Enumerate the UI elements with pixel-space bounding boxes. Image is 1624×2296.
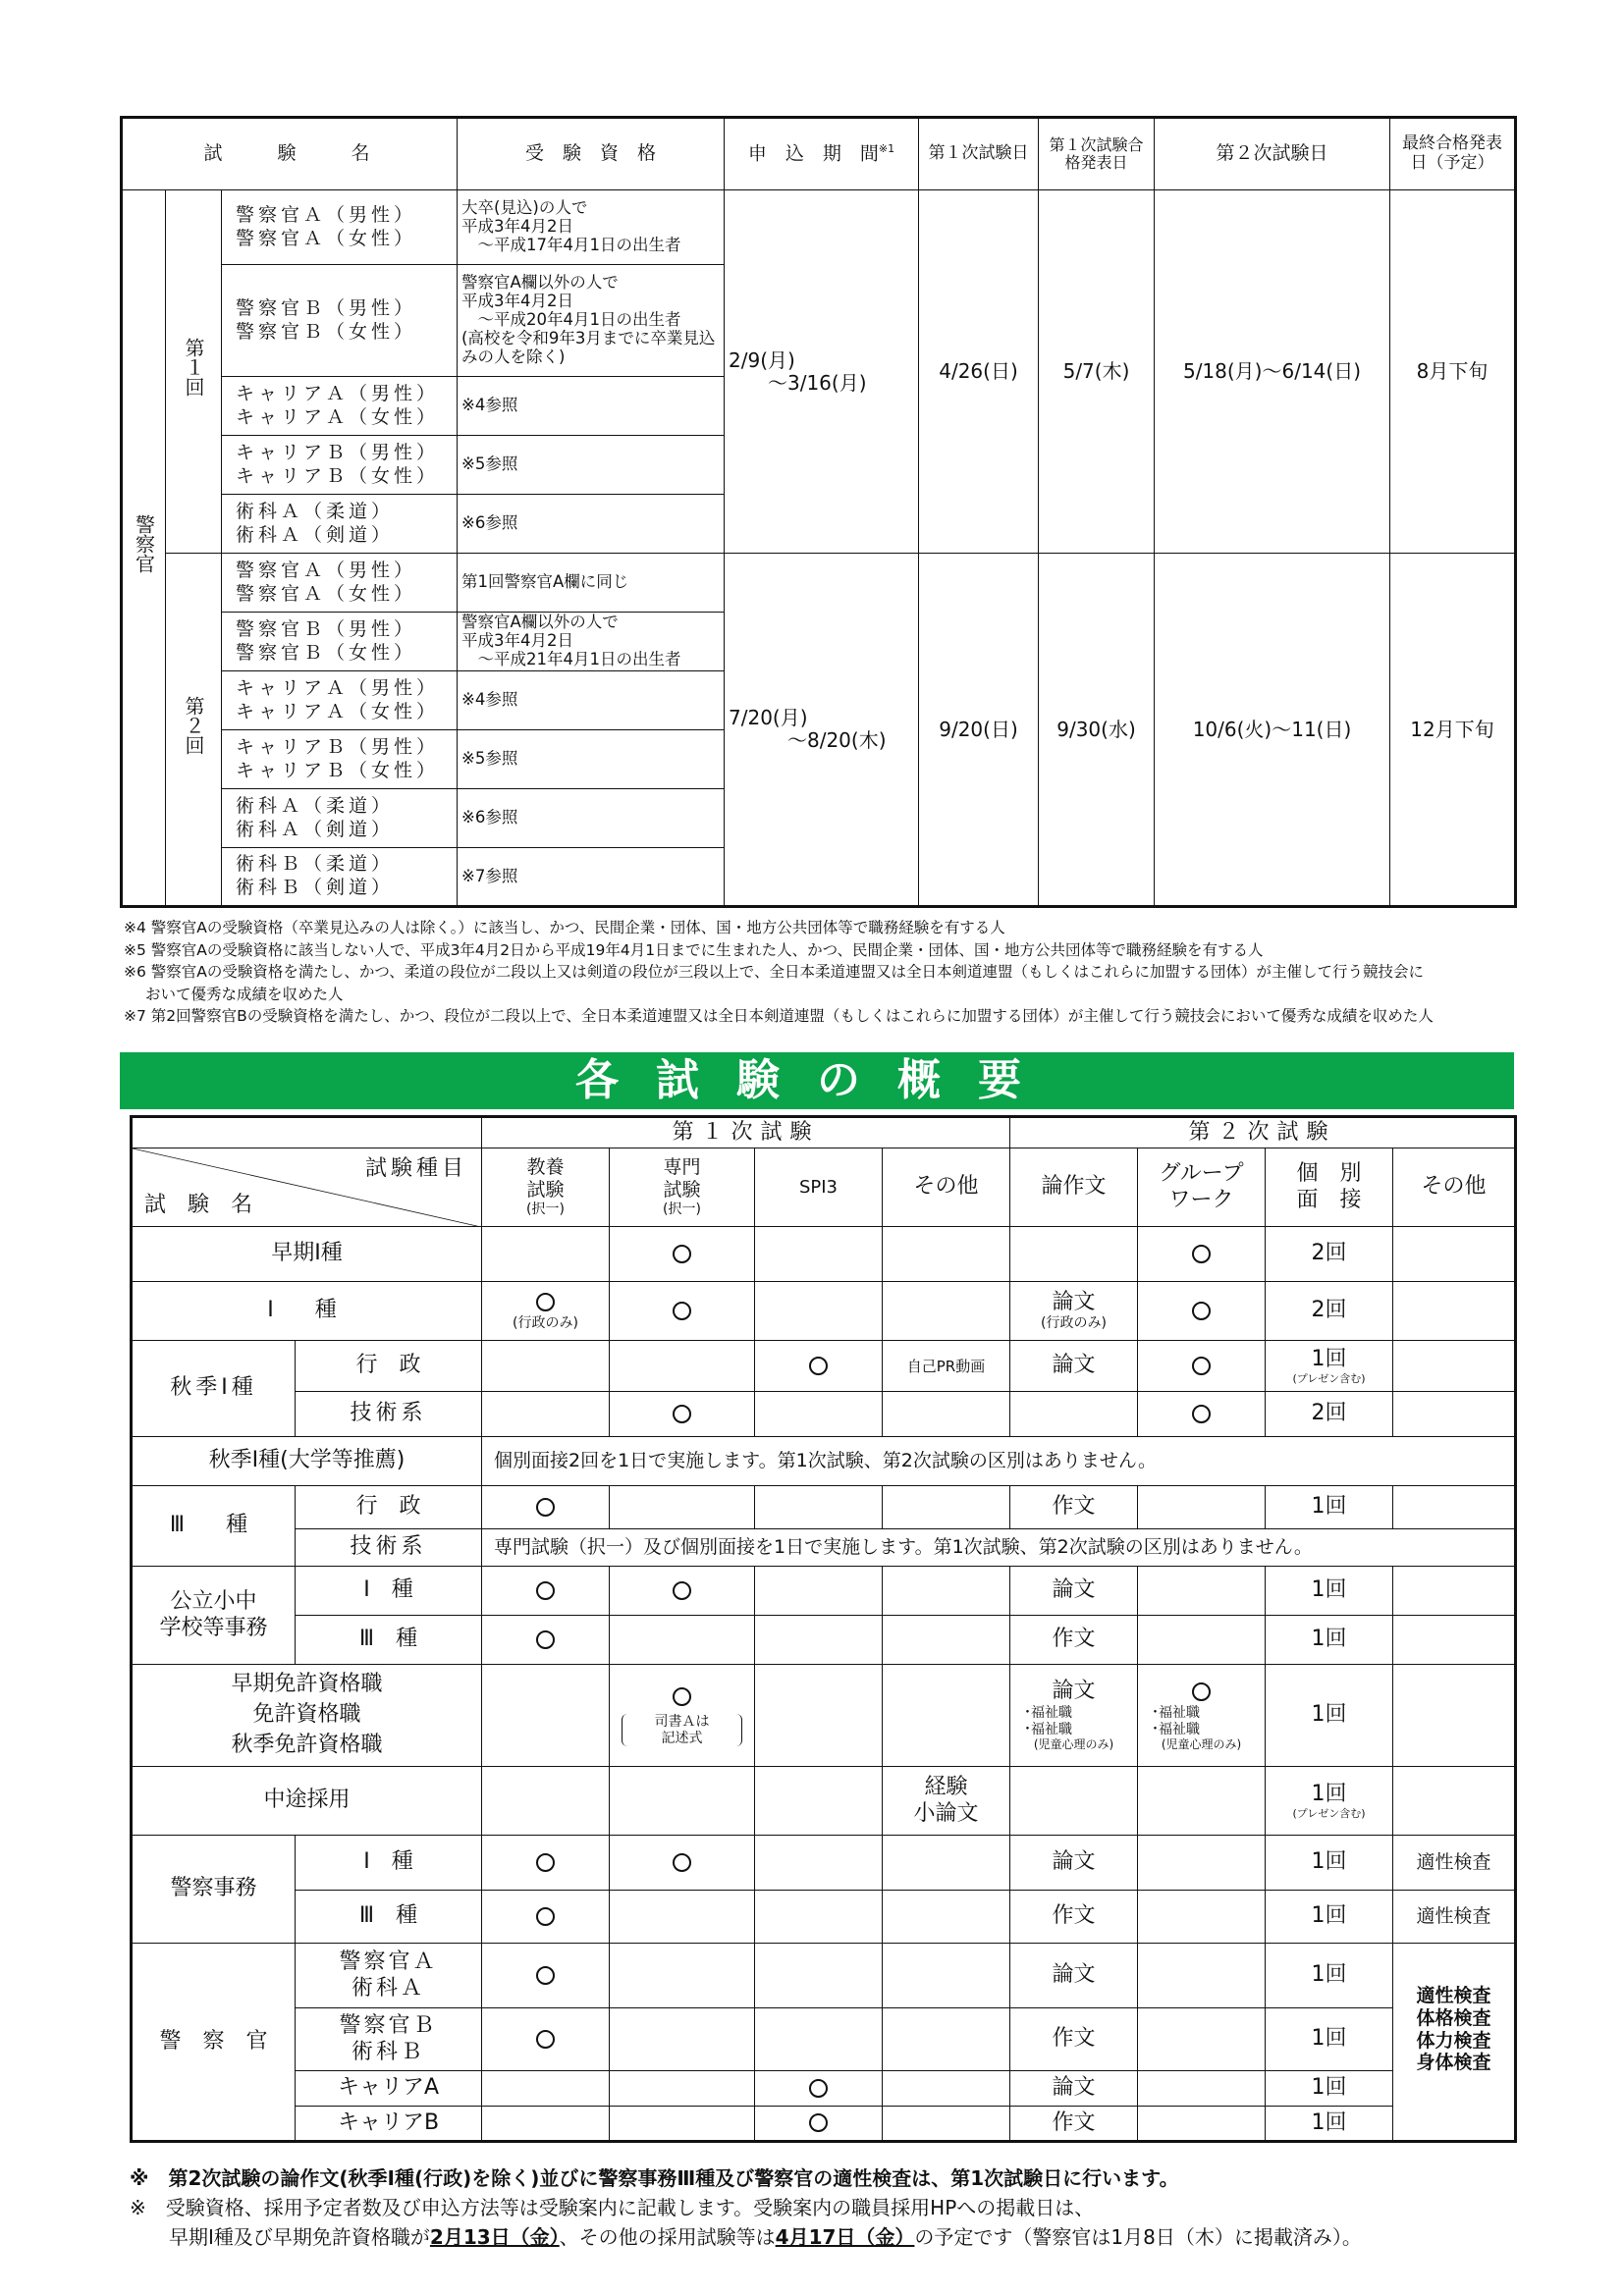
- col-spi3: SPI3: [755, 1148, 883, 1227]
- cell: 1回: [1266, 1486, 1393, 1529]
- row-menkyo: 早期免許資格職 免許資格職 秋季免許資格職: [132, 1665, 482, 1767]
- cell: [482, 1944, 610, 2008]
- r2-exam2: 10/6(火)～11(日): [1155, 554, 1390, 907]
- r2-name-0: 警察官Ａ（男性） 警察官Ａ（女性）: [222, 554, 458, 613]
- note-4: ※4 警察官Aの受験資格（卒業見込みの人は除く。）に該当し、かつ、民間企業・団体、国・地方公共団体等で職務経験を有する人: [124, 919, 1005, 936]
- cell: [1138, 1944, 1266, 2008]
- cell: [1010, 1282, 1138, 1341]
- group-label-text: 警察官: [132, 513, 156, 573]
- circle-mark: [673, 1245, 691, 1263]
- schedule-table: [120, 116, 1517, 908]
- cell: [755, 1767, 883, 1836]
- cell: [482, 1227, 610, 1282]
- cell: [1138, 1767, 1266, 1836]
- r1-name-2: キャリアＡ（男性） キャリアＡ（女性）: [222, 377, 458, 436]
- header-pass1: 第１次試験合格発表日: [1039, 118, 1155, 190]
- header-final: 最終合格発表日（予定）: [1390, 118, 1516, 190]
- r2-qual-4: ※6参照: [458, 789, 725, 848]
- r1-name-4: 術科Ａ（柔道） 術科Ａ（剣道）: [222, 495, 458, 554]
- cell: [482, 1392, 610, 1437]
- group-label: [122, 190, 166, 907]
- cell: [610, 2008, 755, 2071]
- overview-table: [130, 1115, 1517, 2143]
- col-interview: 個 別 面 接: [1266, 1148, 1393, 1227]
- cell: 作文: [1010, 2107, 1138, 2142]
- cell: [1010, 1665, 1138, 1767]
- r2-qual-5: ※7参照: [458, 848, 725, 907]
- cell: [883, 1392, 1010, 1437]
- notes: [124, 917, 1557, 1028]
- cell: [1138, 1282, 1266, 1341]
- circle-mark: [1192, 1245, 1211, 1263]
- row-akiki-gyosei: 行 政: [296, 1341, 482, 1392]
- cell: [610, 2071, 755, 2107]
- cell: [610, 1891, 755, 1944]
- r2-name-4: 術科Ａ（柔道） 術科Ａ（剣道）: [222, 789, 458, 848]
- r1-exam2: 5/18(月)～6/14(日): [1155, 190, 1390, 554]
- cell-text: 1回: [1311, 1346, 1347, 1371]
- r1-name-3: キャリアＢ（男性） キャリアＢ（女性）: [222, 436, 458, 495]
- header-period-note: ※1: [878, 141, 895, 155]
- footer-date1: 2月13日（金）: [429, 2225, 560, 2249]
- cell-sub: (プレゼン含む): [1292, 1807, 1366, 1821]
- cell: 2回: [1266, 1392, 1393, 1437]
- col-senmon: [610, 1148, 755, 1227]
- cell: 2回: [1266, 1227, 1393, 1282]
- cell: [482, 1282, 610, 1341]
- circle-mark: [673, 1405, 691, 1423]
- cell: [1393, 1616, 1516, 1665]
- circle-mark: [809, 2079, 828, 2098]
- cell: [883, 1282, 1010, 1341]
- col-senmon-sub: (択一): [663, 1201, 701, 1217]
- circle-mark: [536, 1581, 555, 1600]
- cell-sub: (行政のみ): [1041, 1315, 1107, 1332]
- row-iii-gyosei: 行 政: [296, 1486, 482, 1529]
- row-cA: キャリアA: [296, 2071, 482, 2107]
- r1-qual-2: ※4参照: [458, 377, 725, 436]
- footer-line3: [130, 2222, 1583, 2252]
- circle-mark: [673, 1853, 691, 1872]
- circle-mark: [536, 1293, 555, 1311]
- footer-line1: ※ 第2次試験の論作文(秋季Ⅰ種(行政)を除く)並びに警察事務Ⅲ種及び警察官の適性検査は、第1次試験日に行います。: [130, 2166, 1179, 2190]
- footer-line3c: の予定です（警察官は1月8日（木）に掲載済み）。: [914, 2225, 1362, 2249]
- r2-name-5: 術科Ｂ（柔道） 術科Ｂ（剣道）: [222, 848, 458, 907]
- row-keisatsukan: 警 察 官: [132, 1944, 296, 2142]
- circle-mark: [536, 1966, 555, 1985]
- circle-mark: [673, 1302, 691, 1320]
- cell: [755, 1616, 883, 1665]
- cell: [1138, 2071, 1266, 2107]
- cell: [1010, 1227, 1138, 1282]
- cell: [755, 1486, 883, 1529]
- cell: [1138, 2008, 1266, 2071]
- round2-label: [166, 554, 222, 907]
- cell: 1回: [1266, 2107, 1393, 2142]
- circle-mark: [809, 1357, 828, 1375]
- cell: [755, 2008, 883, 2071]
- circle-mark: [673, 1581, 691, 1600]
- cell: 1回: [1266, 1944, 1393, 2008]
- cell: [755, 1392, 883, 1437]
- cell: [610, 1567, 755, 1616]
- row-iii-gijutsu: 技術系: [296, 1529, 482, 1567]
- section-title: 各試験の概要: [120, 1052, 1514, 1109]
- circle-mark: [1192, 1682, 1211, 1701]
- phase1-header: 第１次試験: [482, 1117, 1010, 1148]
- fukushi-note: ･福祉職 ･福祉職: [1152, 1704, 1201, 1737]
- cell: [610, 1944, 755, 2008]
- cell: 1回: [1266, 1665, 1393, 1767]
- cell: [610, 1227, 755, 1282]
- cell: [1393, 1486, 1516, 1529]
- cell: [1393, 1767, 1516, 1836]
- shisho-note: 司書Ａは 記述式: [622, 1714, 742, 1747]
- cell: [1138, 1341, 1266, 1392]
- cell: 論文: [1010, 2071, 1138, 2107]
- cell: [482, 2107, 610, 2142]
- blank-corner: [132, 1117, 482, 1148]
- cell-sub: (児童心理のみ): [1161, 1737, 1242, 1752]
- footer-line2: ※ 受験資格、採用予定者数及び申込方法等は受験案内に記載します。受験案内の職員採用HPへの掲載日は、: [130, 2196, 1095, 2219]
- footer-line3b: 、その他の採用試験等は: [559, 2225, 776, 2249]
- col-kyoyo-label: 教養 試験: [526, 1156, 565, 1201]
- round2-label-text: 第２回: [182, 695, 205, 755]
- col-kyoyo: [482, 1148, 610, 1227]
- row-soki1: 早期Ⅰ種: [132, 1227, 482, 1282]
- cell: 1回: [1266, 1567, 1393, 1616]
- col-other1: その他: [883, 1148, 1010, 1227]
- circle-mark: [536, 1630, 555, 1649]
- cell: 1回: [1266, 2071, 1393, 2107]
- cell: [1393, 1341, 1516, 1392]
- cell: [610, 1341, 755, 1392]
- r2-final: 12月下旬: [1390, 554, 1516, 907]
- cell: [755, 2071, 883, 2107]
- cell: [883, 1836, 1010, 1891]
- note-7: ※7 第2回警察官Bの受験資格を満たし、かつ、段位が二段以上で、全日本柔道連盟又は全日本剣道連盟（もしくはこれらに加盟する団体）が主催して行う競技会において優秀な成績を収めた人: [124, 1007, 1434, 1025]
- col-group-work: グループ ワーク: [1138, 1148, 1266, 1227]
- header-exam2: 第２次試験日: [1155, 118, 1390, 190]
- col-other2: その他: [1393, 1148, 1516, 1227]
- cell-text: 論文: [1052, 1679, 1096, 1704]
- r1-exam1: 4/26(日): [919, 190, 1039, 554]
- cell: 1回: [1266, 1891, 1393, 1944]
- footer-line3a: 早期Ⅰ種及び早期免許資格職が: [169, 2225, 430, 2249]
- row-suisen: 秋季Ⅰ種(大学等推薦): [132, 1437, 482, 1486]
- r1-name-0: 警察官Ａ（男性） 警察官Ａ（女性）: [222, 190, 458, 265]
- gijutsu-note: 専門試験（択一）及び個別面接を1日で実施します。第1次試験、第2次試験の区別はありません。: [482, 1529, 1516, 1567]
- cell: 論文: [1010, 1836, 1138, 1891]
- row-koritsu-iii: Ⅲ 種: [296, 1616, 482, 1665]
- suisen-note: 個別面接2回を1日で実施します。第1次試験、第2次試験の区別はありません。: [482, 1437, 1516, 1486]
- cell: [755, 1227, 883, 1282]
- header-qualification: 受 験 資 格: [458, 118, 725, 190]
- cell: [755, 1282, 883, 1341]
- cell: 経験 小論文: [883, 1767, 1010, 1836]
- circle-mark: [536, 1853, 555, 1872]
- k-tests: 適性検査 体格検査 体力検査 身体検査: [1393, 1944, 1516, 2142]
- cell: [755, 2107, 883, 2142]
- cell: [1138, 1616, 1266, 1665]
- cell: [755, 1567, 883, 1616]
- cell: [1138, 2107, 1266, 2142]
- row-keisatsu-jimu: 警察事務: [132, 1836, 296, 1944]
- cell: [1138, 1486, 1266, 1529]
- circle-mark: [536, 2030, 555, 2049]
- cell: [883, 1665, 1010, 1767]
- row-kA: 警察官Ａ 術科Ａ: [296, 1944, 482, 2008]
- cell: [610, 1665, 755, 1767]
- row-koritsu-i: Ⅰ 種: [296, 1567, 482, 1616]
- cell: [755, 1891, 883, 1944]
- cell: [1393, 1665, 1516, 1767]
- cell: [1266, 1341, 1393, 1392]
- cell: [883, 1891, 1010, 1944]
- cell: [610, 1616, 755, 1665]
- cell: [1138, 1836, 1266, 1891]
- r2-qual-2: ※4参照: [458, 671, 725, 730]
- cell: 1回: [1266, 1616, 1393, 1665]
- note-6-cont: おいて優秀な成績を収めた人: [145, 985, 344, 1003]
- cell-text: 論文: [1052, 1289, 1096, 1314]
- cell: [1266, 1767, 1393, 1836]
- phase2-header: 第２次試験: [1010, 1117, 1516, 1148]
- r2-qual-0: 第1回警察官A欄に同じ: [458, 554, 725, 613]
- r2-qual-1: 警察官A欄以外の人で 平成3年4月2日 ～平成21年4月1日の出生者: [458, 613, 725, 671]
- r1-qual-3: ※5参照: [458, 436, 725, 495]
- corner-bottom: 試 験 名: [144, 1192, 253, 1217]
- cell: [482, 1665, 610, 1767]
- fukushi-note: ･福祉職 ･福祉職: [1024, 1704, 1073, 1737]
- row-kB: 警察官Ｂ 術科Ｂ: [296, 2008, 482, 2071]
- r1-pass1: 5/7(木): [1039, 190, 1155, 554]
- row-akiki: 秋季Ⅰ種: [132, 1341, 296, 1437]
- cell: [755, 1836, 883, 1891]
- cell: [883, 2107, 1010, 2142]
- cell: 論文: [1010, 1567, 1138, 1616]
- cell: [482, 1891, 610, 1944]
- cell: [1393, 1282, 1516, 1341]
- row-i1: Ⅰ 種: [132, 1282, 482, 1341]
- corner-top: 試験種目: [364, 1156, 467, 1181]
- r1-final: 8月下旬: [1390, 190, 1516, 554]
- circle-mark: [536, 1498, 555, 1517]
- cell: [755, 1944, 883, 2008]
- round1-label-text: 第１回: [182, 338, 205, 397]
- cell: [883, 2008, 1010, 2071]
- circle-mark: [1192, 1357, 1211, 1375]
- circle-mark: [809, 2113, 828, 2132]
- r1-qual-4: ※6参照: [458, 495, 725, 554]
- circle-mark: [1192, 1405, 1211, 1423]
- cell: [755, 1341, 883, 1392]
- cell: [1138, 1392, 1266, 1437]
- cell: 1回: [1266, 1836, 1393, 1891]
- r2-pass1: 9/30(水): [1039, 554, 1155, 907]
- cell: [610, 1282, 755, 1341]
- header-exam1: 第１次試験日: [919, 118, 1039, 190]
- circle-mark: [536, 1907, 555, 1926]
- header-period-label: 申 込 期 間: [747, 142, 879, 165]
- col-ronsakubun: 論作文: [1010, 1148, 1138, 1227]
- cell: 論文: [1010, 1944, 1138, 2008]
- cell: 作文: [1010, 1616, 1138, 1665]
- col-senmon-label: 専門 試験: [663, 1156, 701, 1201]
- cell: [883, 1227, 1010, 1282]
- cell: [883, 1616, 1010, 1665]
- cell: [482, 1767, 610, 1836]
- circle-mark: [673, 1687, 691, 1706]
- cell: [482, 2071, 610, 2107]
- cell: 作文: [1010, 1891, 1138, 1944]
- cell: [482, 1836, 610, 1891]
- cell: [482, 1341, 610, 1392]
- r2-qual-3: ※5参照: [458, 730, 725, 789]
- cell: [482, 1616, 610, 1665]
- cell: [1010, 1392, 1138, 1437]
- cell: [610, 1836, 755, 1891]
- cell: [755, 1665, 883, 1767]
- footer: [130, 2163, 1583, 2252]
- r2-period: 7/20(月) ～8/20(木): [725, 554, 919, 907]
- cell: 論文: [1010, 1341, 1138, 1392]
- cell: 自己PR動画: [883, 1341, 1010, 1392]
- cell: [482, 1486, 610, 1529]
- cell: [610, 2107, 755, 2142]
- cell: [1393, 1227, 1516, 1282]
- r2-name-2: キャリアＡ（男性） キャリアＡ（女性）: [222, 671, 458, 730]
- note-5: ※5 警察官Aの受験資格に該当しない人で、平成3年4月2日から平成19年4月1日までに生まれた人、かつ、民間企業・団体、国・地方公共団体等で職務経験を有する人: [124, 940, 1264, 959]
- cell: [1138, 1227, 1266, 1282]
- cell: [1010, 1767, 1138, 1836]
- row-akiki-gijutsu: 技術系: [296, 1392, 482, 1437]
- cell: 2回: [1266, 1282, 1393, 1341]
- cell: 1回: [1266, 2008, 1393, 2071]
- cell-text: 1回: [1311, 1781, 1347, 1806]
- row-iii: Ⅲ 種: [132, 1486, 296, 1567]
- cell: [883, 1486, 1010, 1529]
- r1-qual-1: 警察官A欄以外の人で 平成3年4月2日 ～平成20年4月1日の出生者 (高校を令和9年3月までに卒業見込みの人を除く): [458, 265, 725, 377]
- corner-cell: [132, 1148, 482, 1227]
- cell: [610, 1767, 755, 1836]
- cell-sub: (プレゼン含む): [1292, 1372, 1366, 1386]
- cell: 作文: [1010, 1486, 1138, 1529]
- cell: [883, 2071, 1010, 2107]
- note-6: ※6 警察官Aの受験資格を満たし、かつ、柔道の段位が二段以上又は剣道の段位が三段以上で、全日本柔道連盟又は全日本剣道連盟（もしくはこれらに加盟する団体）が主催して行う競技会に: [124, 963, 1424, 981]
- cell: [1393, 1567, 1516, 1616]
- round1-label: [166, 190, 222, 554]
- cell: [1138, 1665, 1266, 1767]
- r2-name-1: 警察官Ｂ（男性） 警察官Ｂ（女性）: [222, 613, 458, 671]
- cell: [482, 2008, 610, 2071]
- cell: 作文: [1010, 2008, 1138, 2071]
- r1-period: 2/9(月) ～3/16(月): [725, 190, 919, 554]
- row-cB: キャリアB: [296, 2107, 482, 2142]
- row-kj-iii: Ⅲ 種: [296, 1891, 482, 1944]
- circle-mark: [1192, 1302, 1211, 1320]
- r1-qual-0: 大卒(見込)の人で 平成3年4月2日 ～平成17年4月1日の出生者: [458, 190, 725, 265]
- r2-name-3: キャリアＢ（男性） キャリアＢ（女性）: [222, 730, 458, 789]
- header-exam-name: 試 験 名: [122, 118, 458, 190]
- cell-sub: (行政のみ): [513, 1315, 578, 1332]
- cell: [1393, 1392, 1516, 1437]
- cell: [1138, 1567, 1266, 1616]
- row-chuto: 中途採用: [132, 1767, 482, 1836]
- r1-name-1: 警察官Ｂ（男性） 警察官Ｂ（女性）: [222, 265, 458, 377]
- footer-date2: 4月17日（金）: [775, 2225, 915, 2249]
- cell: 適性検査: [1393, 1891, 1516, 1944]
- cell: [610, 1392, 755, 1437]
- cell: [610, 1486, 755, 1529]
- r2-exam1: 9/20(日): [919, 554, 1039, 907]
- cell-sub: (児童心理のみ): [1033, 1737, 1114, 1752]
- row-kj-i: Ⅰ 種: [296, 1836, 482, 1891]
- cell: [482, 1567, 610, 1616]
- cell: [883, 1567, 1010, 1616]
- row-koritsu: 公立小中 学校等事務: [132, 1567, 296, 1665]
- cell: [883, 1944, 1010, 2008]
- col-kyoyo-sub: (択一): [526, 1201, 565, 1217]
- cell: 適性検査: [1393, 1836, 1516, 1891]
- header-period: [725, 118, 919, 190]
- cell: [1138, 1891, 1266, 1944]
